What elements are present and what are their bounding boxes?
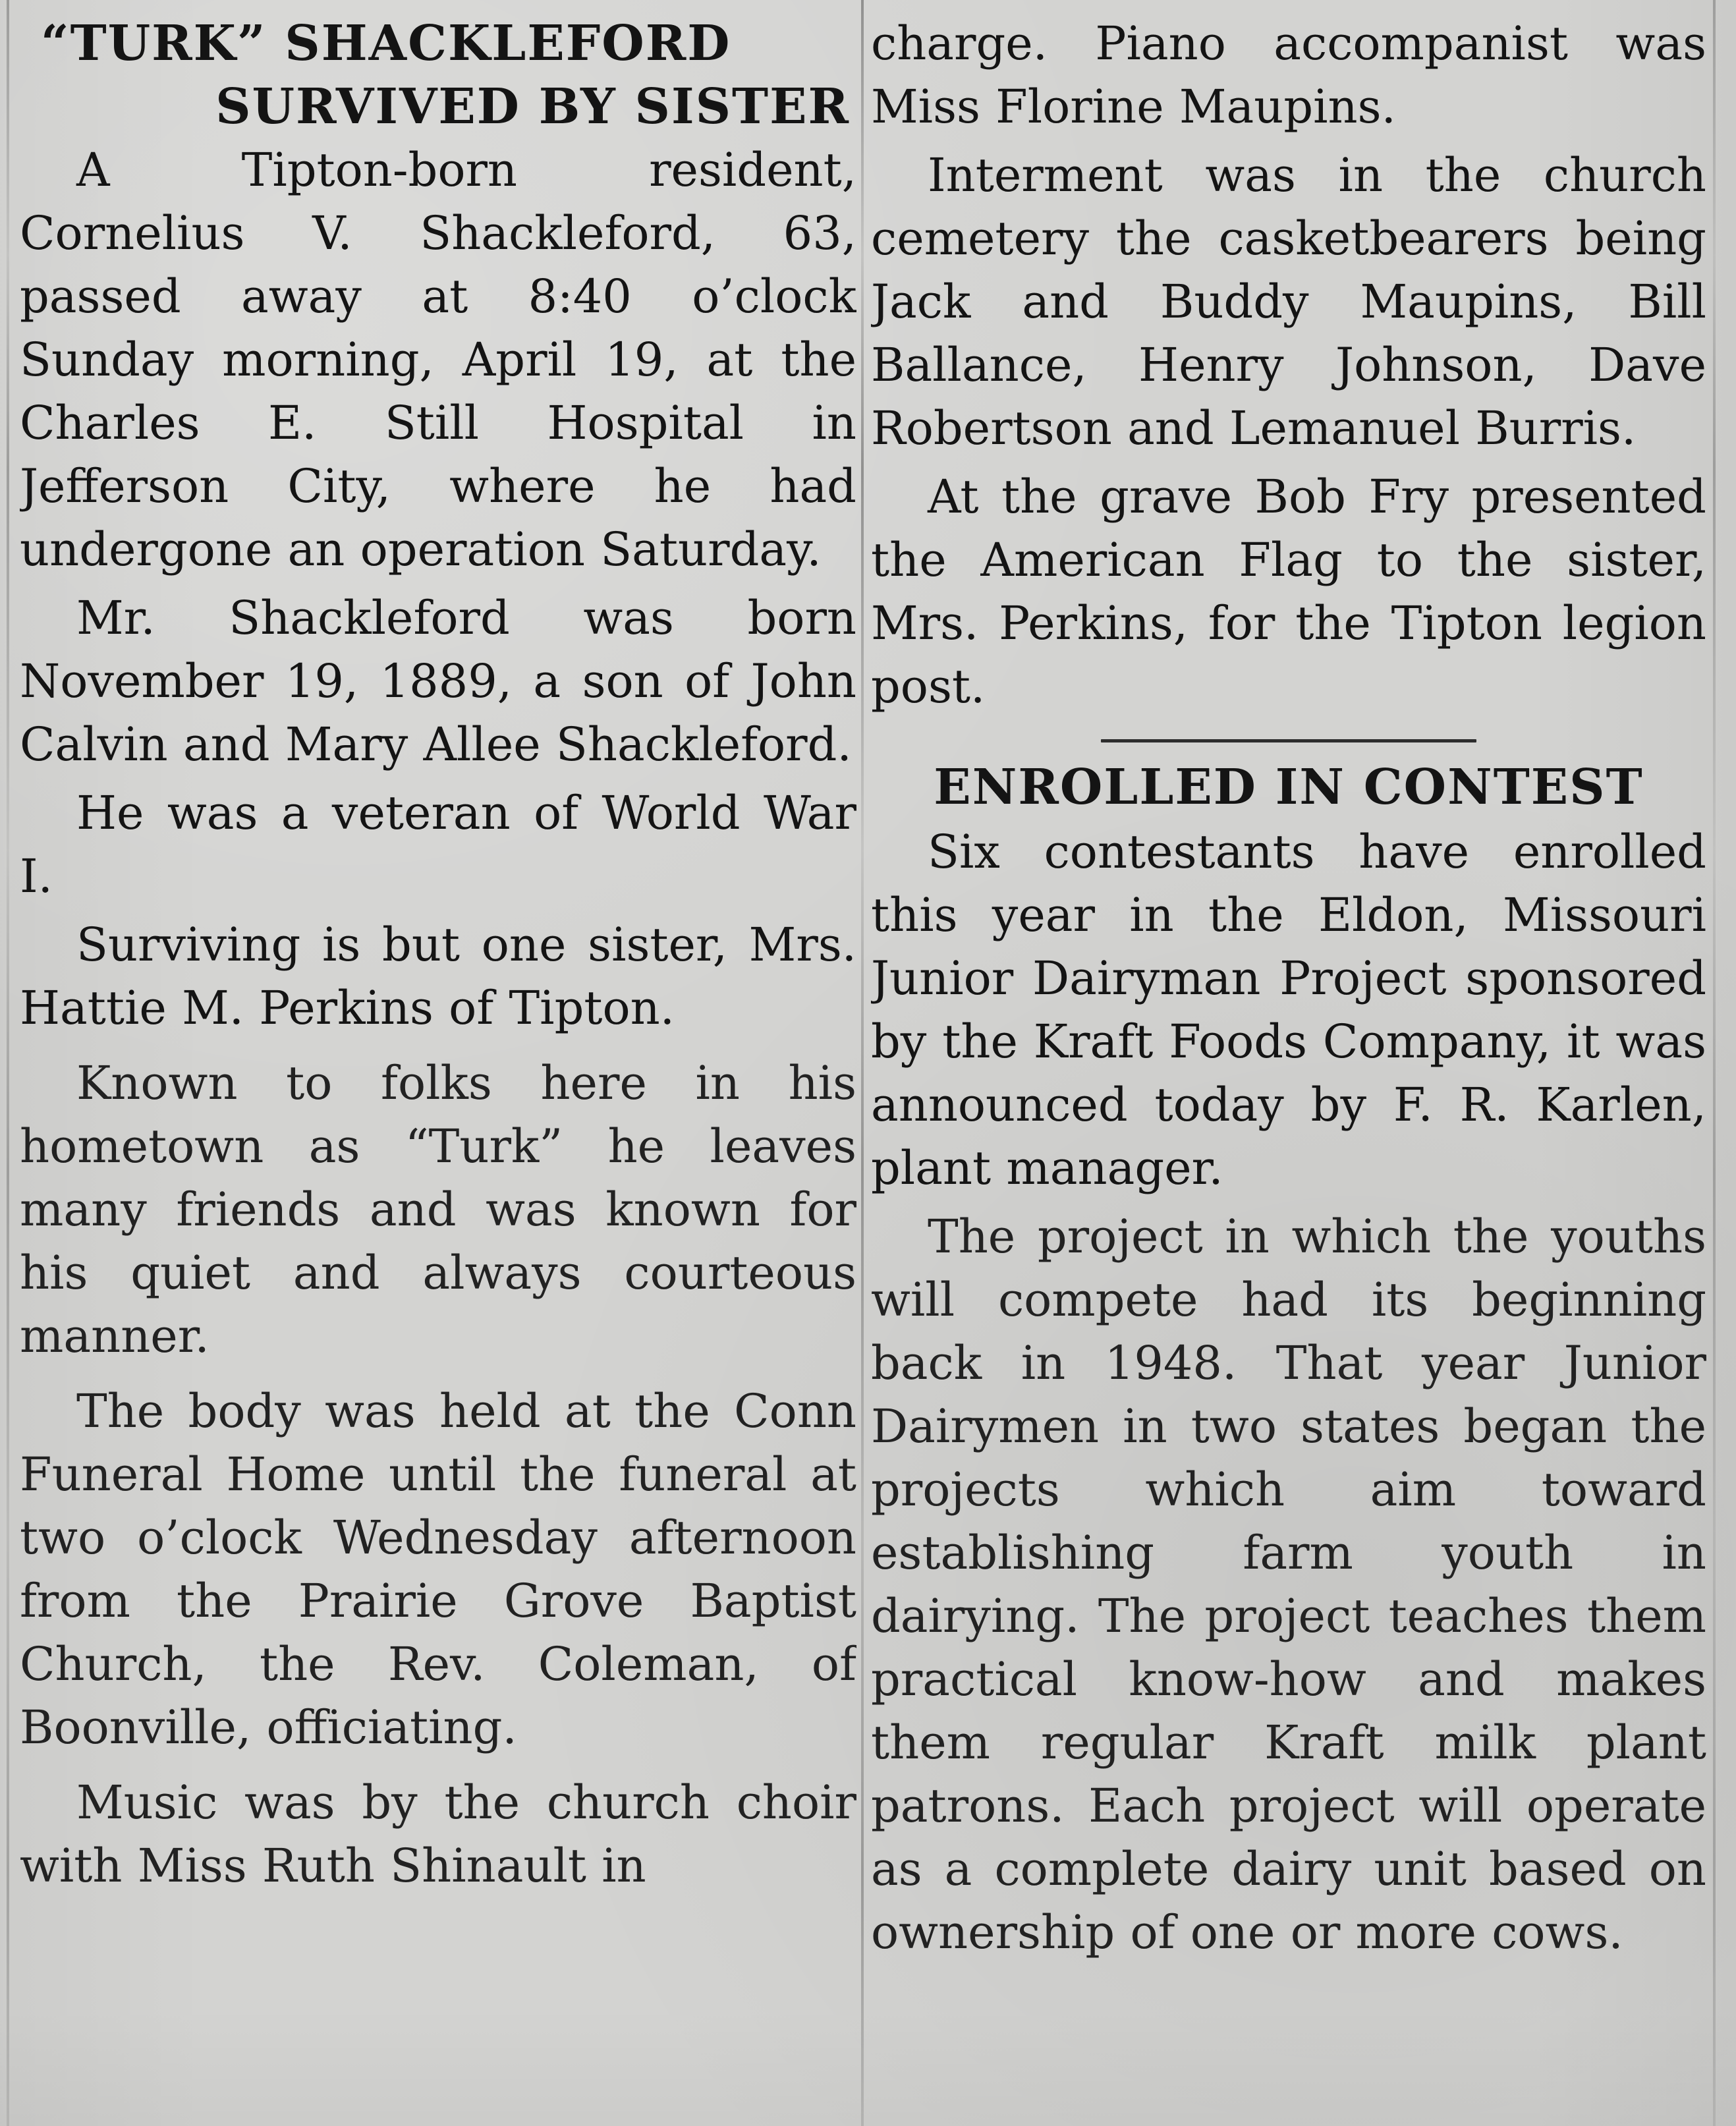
section-divider (1101, 739, 1476, 742)
obituary-continuation-paragraph-1: charge. Piano accompanist was Miss Florine Maupins. (871, 16, 1706, 134)
right-column (871, 12, 1706, 2126)
obituary-paragraph-3: He was a veteran of World War I. (20, 786, 856, 903)
center-column-rule (861, 0, 864, 2126)
obituary-paragraph-7: Music was by the church choir with Miss Ruth Shinault in (20, 1776, 856, 1893)
obituary-continuation-paragraph-3: At the grave Bob Fry presented the American Flag to the sister, Mrs. Perkins, for the Tipton legion post. (871, 470, 1706, 713)
contest-paragraph-1: Six contestants have enrolled this year in the Eldon, Missouri Junior Dairyman Project sponsored by the Kraft Foods Company, it was announced today by F. R. Karlen, plant manager. (871, 825, 1706, 1195)
left-edge-column-rule (7, 0, 9, 2126)
contest-headline: ENROLLED IN CONTEST (934, 759, 1644, 816)
obituary-paragraph-1: A Tipton-born resident, Cornelius V. Shackleford, 63, passed away at 8:40 o’clock Sunday morning, April 19, at the Charles E. Still Hospital in Jefferson City, where he had undergone an operation Saturday. (20, 143, 856, 576)
right-edge-column-rule (1713, 0, 1716, 2126)
contest-paragraph-2: The project in which the youths will compete had its beginning back in 1948. That year Junior Dairymen in two states began the projects which aim toward establishing farm youth in dairying. The project teaches them practical know-how and makes them regular Kraft milk plant patrons. Each project will operate as a complete dairy unit based on ownership of one or more cows. (871, 1210, 1706, 1959)
obituary-paragraph-5: Known to folks here in his hometown as “Turk” he leaves many friends and was known for his quiet and always courteous manner. (20, 1056, 856, 1363)
obituary-headline-line-2: SURVIVED BY SISTER (215, 78, 850, 135)
obituary-paragraph-2: Mr. Shackleford was born November 19, 1889, a son of John Calvin and Mary Allee Shackleford. (20, 591, 856, 771)
obituary-continuation-paragraph-2: Interment was in the church cemetery the casketbearers being Jack and Buddy Maupins, Bill Ballance, Henry Johnson, Dave Robertson and Lemanuel Burris. (871, 148, 1706, 455)
obituary-paragraph-4: Surviving is but one sister, Mrs. Hattie M. Perkins of Tipton. (20, 918, 856, 1035)
left-column (20, 12, 856, 2126)
obituary-paragraph-6: The body was held at the Conn Funeral Home until the funeral at two o’clock Wednesday afternoon from the Prairie Grove Baptist Church, the Rev. Coleman, of Boonville, officiating. (20, 1384, 856, 1754)
obituary-headline-line-1: “TURK” SHACKLEFORD (41, 15, 731, 72)
